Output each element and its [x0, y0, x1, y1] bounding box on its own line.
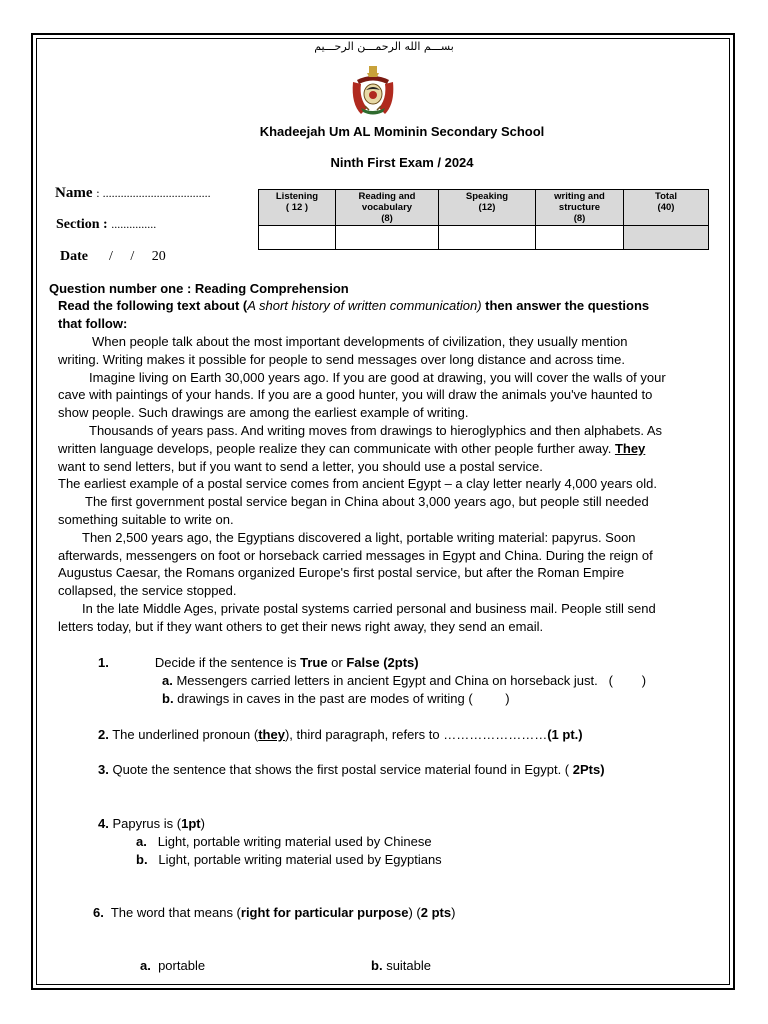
- exam-title: Ninth First Exam / 2024: [330, 155, 474, 170]
- name-label: Name: [55, 185, 93, 201]
- reading-passage: When people talk about the most important developments of civilization, they usually mention writing. Writing makes it possible for people to send messages over long distance and across time. Imagine living on Earth 30,000 years ago. If you are good at drawing, you will cover the walls of your cave with paintings of your hands. If you are a good hunter, you will draw the animals you've haunted to show people. Such drawings are among the earliest example of writing. Thousands of years pass. And writing moves from drawings to hieroglyphics and then alphabets. As written language develops, people realize they can communicate with other people further away. They want to send letters, but if you want to send a letter, you should use a postal service. The earliest example of a postal service comes from ancient Egypt – a clay letter nearly 4,000 years old. The first government postal service began in China about 3,000 years ago, but people still needed something suitable to write on. Then 2,500 years ago, the Egyptians discovered a light, portable writing material: papyrus. Soon afterwards, messengers on foot or horseback carried messages in Egypt and China. During the reign of Augustus Caesar, the Romans organized Europe's first postal service, but after the Roman Empire collapsed, the service stopped. In the late Middle Ages, private postal systems carried personal and business mail. People still send letters today, but if they want others to get their news right away, they send an email.: [58, 334, 666, 634]
- date-line: [60, 249, 166, 265]
- school-name: Khadeejah Um AL Mominin Secondary School: [259, 124, 545, 139]
- score-cell-writing[interactable]: [536, 226, 624, 250]
- date-label: Date: [60, 249, 88, 264]
- question-6: 6. The word that means (right for particular purpose) (2 pts): [93, 905, 456, 920]
- underlined-pronoun: They: [614, 440, 646, 456]
- score-col-total: Total (40): [624, 190, 709, 226]
- scores-header-row: [259, 190, 709, 226]
- question-4: 4. Papyrus is (1pt) a. Light, portable writing material used by Chinese b. Light, portable writing material used by Egyptians: [98, 816, 442, 867]
- option-6b[interactable]: b. suitable: [371, 958, 431, 973]
- option-4a[interactable]: Light, portable writing material used by Chinese: [157, 834, 432, 849]
- coat-of-arms-emblem-icon: [347, 64, 399, 118]
- question-2: 2. The underlined pronoun (they), third paragraph, refers to ……………………(1 pt.): [98, 727, 583, 742]
- section-line: [56, 217, 156, 233]
- score-col-speaking: Speaking (12): [439, 190, 536, 226]
- question-one-heading: Question number one : Reading Comprehension: [49, 281, 349, 296]
- section-field[interactable]: ...............: [111, 217, 157, 231]
- instructions: Read the following text about (A short history of written communication) then answer the questions that follow:: [58, 298, 650, 331]
- name-line: [55, 185, 211, 202]
- option-4b[interactable]: Light, portable writing material used by Egyptians: [158, 852, 442, 867]
- basmala-header: بســـم الله الرحمـــن الرحـــيم: [314, 40, 454, 53]
- question-3: 3. Quote the sentence that shows the first postal service material found in Egypt. ( 2Pts): [98, 762, 605, 777]
- score-cell-speaking[interactable]: [439, 226, 536, 250]
- section-label: Section :: [56, 217, 108, 232]
- score-col-listening: Listening ( 12 ): [259, 190, 336, 226]
- question-1: 1. Decide if the sentence is True or False (2pts) a. Messengers carried letters in ancient Egypt and China on horseback just. ( ) b. drawings in caves in the past are modes of writing ( ): [98, 655, 647, 706]
- score-cell-reading[interactable]: [336, 226, 439, 250]
- score-cell-listening[interactable]: [259, 226, 336, 250]
- scores-entry-row: [259, 226, 709, 250]
- date-field[interactable]: / / 20: [109, 249, 166, 264]
- score-col-writing: writing and structure (8): [536, 190, 624, 226]
- score-cell-total[interactable]: [624, 226, 709, 250]
- option-6a[interactable]: a. portable: [140, 958, 206, 973]
- scores-table: [258, 189, 709, 250]
- score-col-reading: Reading and vocabulary (8): [336, 190, 439, 226]
- name-field[interactable]: : ....................................: [96, 186, 211, 200]
